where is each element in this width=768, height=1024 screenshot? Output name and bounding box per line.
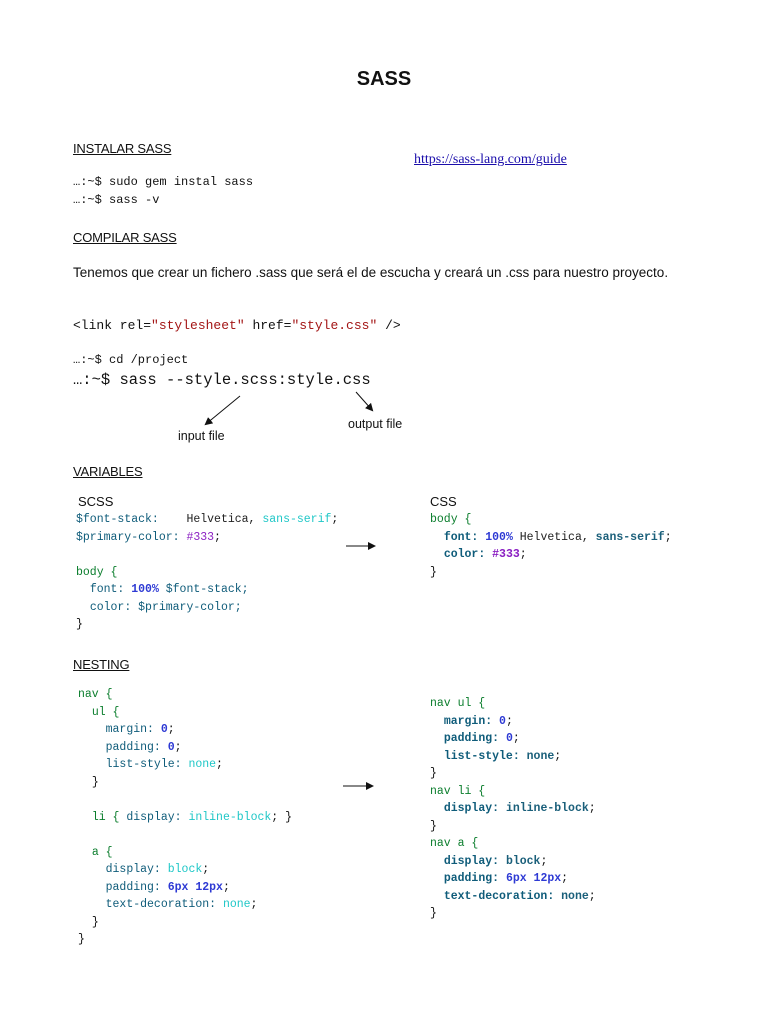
- page-title: SASS: [356, 68, 412, 90]
- code-token: ;: [554, 749, 562, 763]
- code-token: }: [76, 618, 83, 631]
- code-token: display:: [126, 810, 182, 824]
- code-token: padding:: [105, 880, 161, 894]
- code-token: ;: [222, 880, 230, 894]
- version-command: …:~$ sass -v: [73, 193, 160, 207]
- cd-command: …:~$ cd /project: [73, 353, 189, 367]
- code-token: li {: [91, 810, 120, 824]
- code-token: body {: [430, 513, 472, 526]
- code-string: "style.css": [291, 318, 378, 333]
- css-variables-code: [430, 511, 672, 581]
- output-arrow: [356, 392, 372, 410]
- section-heading-compile: COMPILAR SASS: [73, 230, 177, 245]
- code-token: ;: [174, 740, 182, 754]
- code-token: display:: [443, 802, 500, 815]
- css-nesting-code: [430, 695, 596, 923]
- code-token: color:: [89, 600, 132, 614]
- code-token: font:: [89, 583, 125, 596]
- code-token: ;: [216, 758, 223, 771]
- code-token: }: [91, 775, 99, 789]
- code-token: }: [430, 565, 437, 579]
- code-token: block: [167, 863, 203, 876]
- section-heading-nesting: NESTING: [73, 657, 130, 672]
- code-token: block: [505, 854, 541, 868]
- code-token: body {: [76, 565, 118, 579]
- code-token: sans-serif: [595, 530, 665, 544]
- code-token: 0: [167, 740, 175, 754]
- code-token: sans-serif: [262, 513, 332, 526]
- code-token: ;: [202, 863, 210, 876]
- code-token: 100%: [131, 583, 159, 596]
- code-token: #333: [186, 530, 215, 544]
- code-token: display:: [443, 854, 500, 868]
- input-file-label: input file: [178, 429, 225, 443]
- code-string: "stylesheet": [151, 318, 245, 333]
- code-token: a {: [91, 845, 113, 859]
- code-token: ;: [331, 513, 339, 526]
- code-token: ;: [214, 530, 221, 544]
- code-token: margin:: [443, 714, 493, 728]
- code-token: 0: [505, 732, 513, 745]
- code-token: $font-stack;: [165, 583, 249, 596]
- code-token: #333: [492, 548, 520, 561]
- code-token: 6px 12px: [505, 872, 562, 885]
- code-token: nav li {: [430, 784, 486, 798]
- code-token: nav a {: [430, 837, 479, 850]
- code-token: padding:: [443, 732, 500, 745]
- code-token: $font-stack:: [76, 513, 159, 526]
- code-token: <link rel=: [73, 318, 152, 333]
- code-token: ;: [250, 898, 258, 911]
- code-token: list-style:: [443, 749, 520, 763]
- code-token: none: [526, 749, 555, 763]
- code-token: text-decoration:: [105, 898, 217, 911]
- code-token: $primary-color:: [76, 530, 180, 544]
- code-token: $primary-color;: [138, 600, 242, 614]
- code-token: }: [430, 819, 437, 833]
- compile-paragraph: Tenemos que crear un fichero .sass que será el de escucha y creará un .css para nuestro proyecto.: [73, 265, 669, 280]
- code-token: 6px 12px: [167, 880, 223, 894]
- code-token: padding:: [443, 872, 500, 885]
- code-token: ;: [540, 854, 548, 868]
- code-token: none: [222, 898, 251, 911]
- code-token: nav ul {: [430, 697, 486, 710]
- code-token: text-decoration:: [443, 889, 555, 903]
- code-token: 100%: [485, 530, 513, 544]
- code-token: }: [91, 915, 99, 929]
- code-token: }: [430, 907, 437, 920]
- code-token: ;: [505, 714, 513, 728]
- section-heading-variables: VARIABLES: [73, 464, 143, 479]
- code-token: Helvetica,: [519, 530, 589, 544]
- code-token: ;: [664, 530, 672, 544]
- code-token: ul {: [91, 705, 120, 719]
- code-token: 0: [499, 714, 506, 728]
- code-token: nav {: [78, 688, 113, 701]
- code-token: font:: [443, 530, 479, 544]
- code-token: color:: [443, 548, 486, 561]
- code-token: ;: [167, 723, 175, 736]
- code-token: ;: [588, 889, 596, 903]
- code-token: ;: [512, 732, 520, 745]
- scss-label: SCSS: [78, 494, 114, 509]
- code-token: />: [377, 318, 401, 333]
- code-token: }: [78, 933, 85, 946]
- code-token: margin:: [105, 723, 154, 736]
- code-token: none: [188, 758, 217, 771]
- scss-nesting-code: [78, 686, 292, 949]
- code-token: Helvetica,: [186, 513, 256, 526]
- code-token: display:: [105, 863, 161, 876]
- code-token: none: [561, 889, 589, 903]
- code-token: }: [430, 767, 437, 780]
- input-arrow: [206, 396, 240, 424]
- section-heading-install: INSTALAR SASS: [73, 141, 172, 156]
- sass-guide-link[interactable]: https://sass-lang.com/guide: [414, 152, 567, 167]
- code-token: inline-block: [505, 802, 589, 815]
- code-token: ;: [519, 548, 527, 561]
- code-token: ;: [561, 872, 569, 885]
- code-token: href=: [244, 318, 292, 333]
- code-token: ; }: [271, 810, 292, 824]
- scss-variables-code: [76, 511, 338, 634]
- code-token: list-style:: [105, 758, 182, 771]
- code-token: 0: [160, 723, 168, 736]
- code-token: ;: [588, 802, 596, 815]
- install-command: …:~$ sudo gem instal sass: [73, 175, 254, 189]
- sass-watch-command: …:~$ sass --style.scss:style.css: [73, 371, 371, 389]
- css-label: CSS: [430, 494, 457, 509]
- code-token: padding:: [105, 740, 161, 754]
- output-file-label: output file: [348, 417, 403, 431]
- code-token: inline-block: [188, 810, 272, 824]
